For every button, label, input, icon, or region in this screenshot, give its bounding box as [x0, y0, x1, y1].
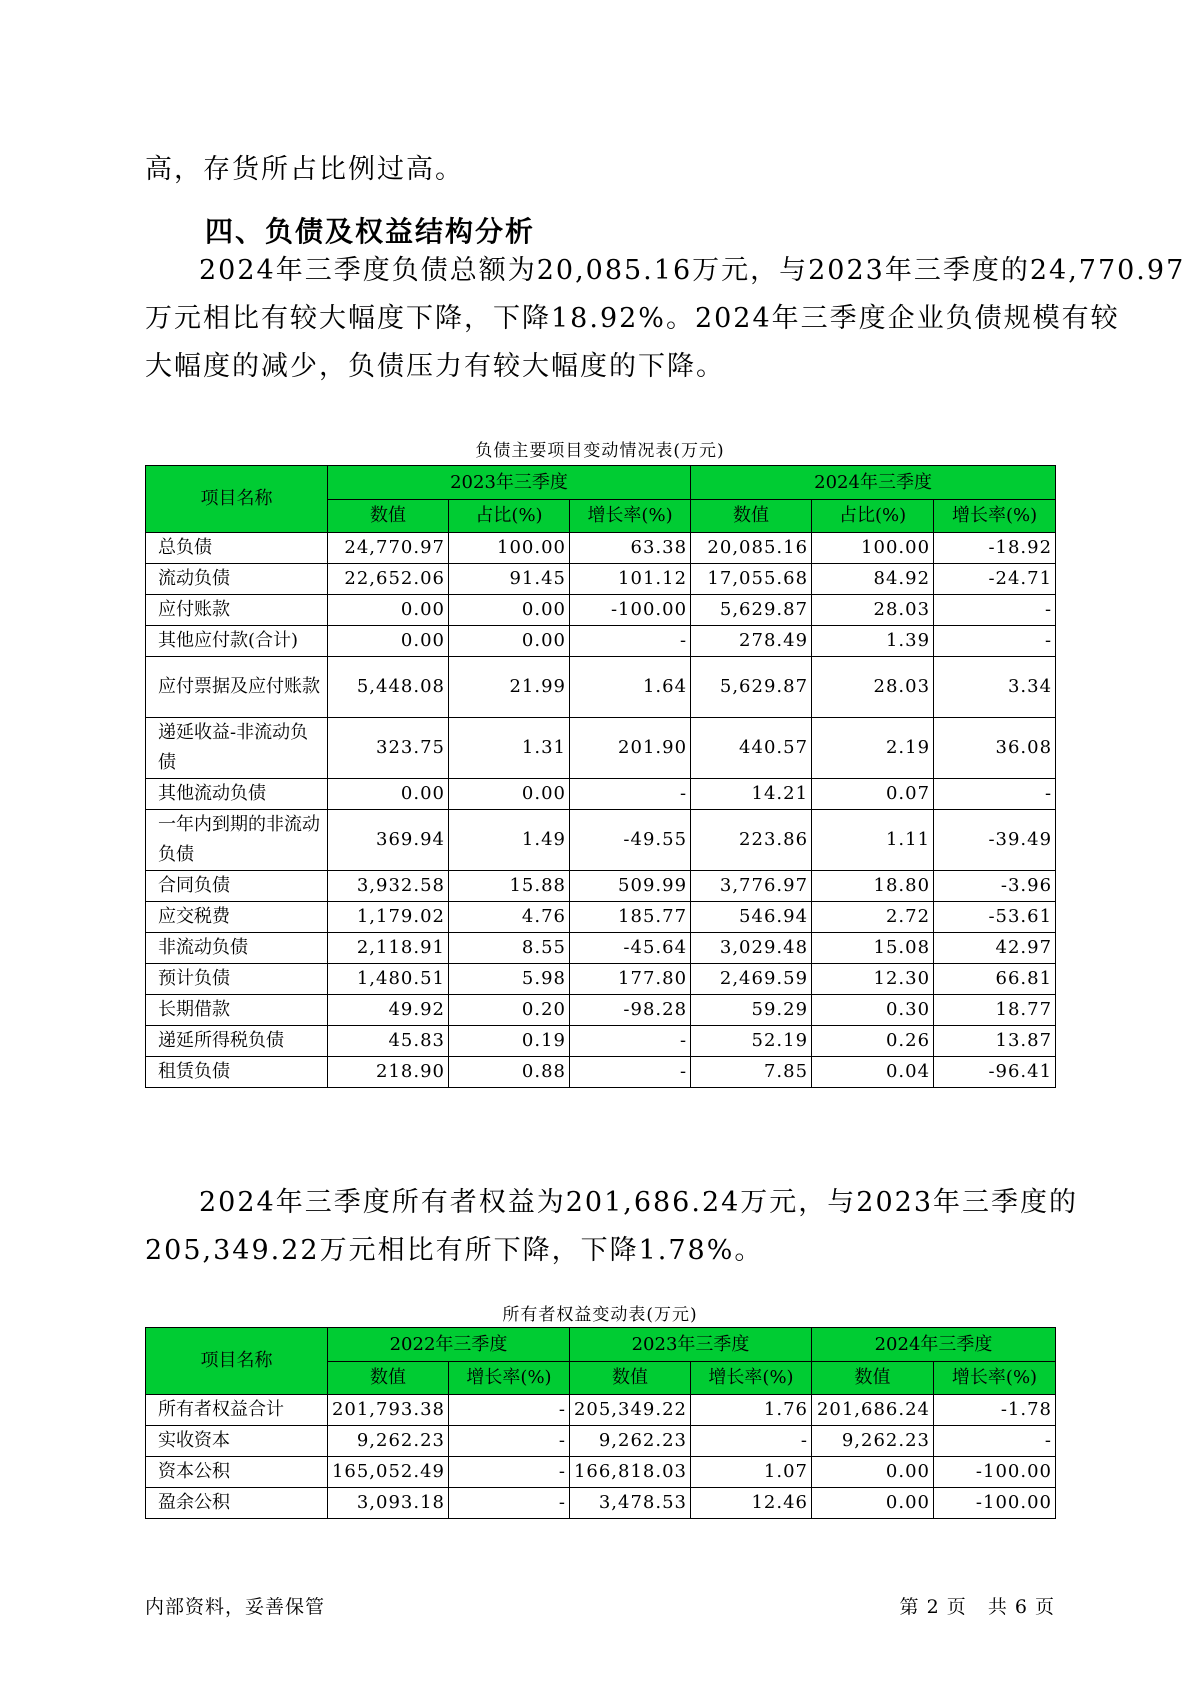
- paragraph-line: 万元相比有较大幅度下降，下降18.92%。2024年三季度企业负债规模有较: [145, 303, 1120, 334]
- paragraph-line: 2024年三季度负债总额为20,085.16万元，与2023年三季度的24,770.97: [199, 255, 1186, 286]
- period-header: 2024年三季度: [691, 466, 1056, 500]
- table-cell: 0.00: [328, 626, 449, 657]
- column-header: 数值: [328, 1362, 449, 1395]
- table-cell: 13.87: [934, 1026, 1056, 1057]
- table-row: [146, 626, 1056, 657]
- row-label: 合同负债: [146, 871, 328, 902]
- table-row: [146, 1395, 1056, 1426]
- table-cell: 205,349.22: [570, 1395, 691, 1426]
- table-cell: 0.00: [812, 1457, 934, 1488]
- table-cell: 0.00: [328, 595, 449, 626]
- table-cell: 165,052.49: [328, 1457, 449, 1488]
- table-cell: 177.80: [570, 964, 691, 995]
- table-cell: -: [934, 626, 1056, 657]
- table-cell: 17,055.68: [691, 564, 812, 595]
- table-cell: 223.86: [691, 810, 812, 871]
- table-cell: 66.81: [934, 964, 1056, 995]
- table-cell: 0.00: [328, 779, 449, 810]
- column-header: 增长率(%): [934, 500, 1056, 533]
- table-cell: -53.61: [934, 902, 1056, 933]
- table-cell: 185.77: [570, 902, 691, 933]
- table-cell: 42.97: [934, 933, 1056, 964]
- table-cell: -: [570, 1026, 691, 1057]
- footer-page-number: 第 2 页 共 6 页: [899, 1596, 1055, 1618]
- table-cell: 0.30: [812, 995, 934, 1026]
- equity-table: [145, 1327, 1056, 1519]
- column-header: 增长率(%): [570, 500, 691, 533]
- row-label: 流动负债: [146, 564, 328, 595]
- table-cell: 3,029.48: [691, 933, 812, 964]
- table-cell: 28.03: [812, 657, 934, 718]
- table-cell: -24.71: [934, 564, 1056, 595]
- table-cell: 1.76: [691, 1395, 812, 1426]
- paragraph-line: 205,349.22万元相比有所下降，下降1.78%。: [145, 1235, 764, 1266]
- table-cell: 166,818.03: [570, 1457, 691, 1488]
- table-cell: -: [570, 626, 691, 657]
- column-header: 增长率(%): [449, 1362, 570, 1395]
- row-label: 所有者权益合计: [146, 1395, 328, 1426]
- table-header-row: [146, 466, 1056, 500]
- table-cell: -18.92: [934, 533, 1056, 564]
- table-cell: 0.00: [449, 779, 570, 810]
- table-cell: 3,776.97: [691, 871, 812, 902]
- table-cell: 1.49: [449, 810, 570, 871]
- table-cell: 18.80: [812, 871, 934, 902]
- table-cell: 278.49: [691, 626, 812, 657]
- table-cell: 15.08: [812, 933, 934, 964]
- table-cell: 1.39: [812, 626, 934, 657]
- table-cell: 52.19: [691, 1026, 812, 1057]
- row-label: 预计负债: [146, 964, 328, 995]
- table-cell: 2.19: [812, 718, 934, 779]
- table-row: [146, 902, 1056, 933]
- table-row: [146, 933, 1056, 964]
- table-cell: 0.88: [449, 1057, 570, 1088]
- table-row: [146, 871, 1056, 902]
- table-row: [146, 657, 1056, 718]
- row-label: 一年内到期的非流动负债: [146, 810, 328, 871]
- row-label: 长期借款: [146, 995, 328, 1026]
- table-header-row: [146, 1328, 1056, 1362]
- table-cell: 0.19: [449, 1026, 570, 1057]
- table-cell: 3,478.53: [570, 1488, 691, 1519]
- table-cell: 201,793.38: [328, 1395, 449, 1426]
- column-header: 数值: [328, 500, 449, 533]
- table-cell: 0.26: [812, 1026, 934, 1057]
- table-cell: 1.64: [570, 657, 691, 718]
- paragraph-line: 大幅度的减少，负债压力有较大幅度的下降。: [145, 351, 725, 382]
- table-cell: -: [691, 1426, 812, 1457]
- row-label: 其他应付款(合计): [146, 626, 328, 657]
- table-cell: -: [449, 1426, 570, 1457]
- table-cell: 20,085.16: [691, 533, 812, 564]
- table-cell: -: [449, 1457, 570, 1488]
- table-cell: 509.99: [570, 871, 691, 902]
- table-cell: 59.29: [691, 995, 812, 1026]
- table-cell: 218.90: [328, 1057, 449, 1088]
- table-cell: 2,118.91: [328, 933, 449, 964]
- row-label: 应付账款: [146, 595, 328, 626]
- table-cell: 0.20: [449, 995, 570, 1026]
- table-cell: 5,629.87: [691, 595, 812, 626]
- table-cell: -49.55: [570, 810, 691, 871]
- table-row: [146, 1457, 1056, 1488]
- table-cell: -: [934, 595, 1056, 626]
- section-heading: 四、负债及权益结构分析: [205, 215, 536, 248]
- table-cell: 9,262.23: [328, 1426, 449, 1457]
- table-cell: 84.92: [812, 564, 934, 595]
- table-cell: 18.77: [934, 995, 1056, 1026]
- paragraph-line: 2024年三季度所有者权益为201,686.24万元，与2023年三季度的: [199, 1187, 1079, 1218]
- table-cell: 0.00: [812, 1488, 934, 1519]
- table-cell: -: [934, 1426, 1056, 1457]
- table-cell: 91.45: [449, 564, 570, 595]
- footer-confidential: 内部资料，妥善保管: [145, 1596, 326, 1618]
- table-cell: 4.76: [449, 902, 570, 933]
- table-cell: 1.07: [691, 1457, 812, 1488]
- table-cell: -96.41: [934, 1057, 1056, 1088]
- table-cell: 9,262.23: [812, 1426, 934, 1457]
- table-cell: 440.57: [691, 718, 812, 779]
- table-cell: 100.00: [449, 533, 570, 564]
- period-header: 2022年三季度: [328, 1328, 570, 1362]
- table-cell: -100.00: [570, 595, 691, 626]
- table-cell: 12.30: [812, 964, 934, 995]
- table-cell: -100.00: [934, 1457, 1056, 1488]
- table-row: [146, 995, 1056, 1026]
- table-cell: 0.04: [812, 1057, 934, 1088]
- column-header: 占比(%): [449, 500, 570, 533]
- column-header-item: 项目名称: [146, 1328, 328, 1395]
- table-row: [146, 718, 1056, 779]
- table-row: [146, 533, 1056, 564]
- table-cell: 24,770.97: [328, 533, 449, 564]
- liability-paragraph: [145, 247, 1186, 391]
- table-cell: 22,652.06: [328, 564, 449, 595]
- column-header: 数值: [570, 1362, 691, 1395]
- table-row: [146, 564, 1056, 595]
- table-row: [146, 964, 1056, 995]
- table-cell: 49.92: [328, 995, 449, 1026]
- row-label: 其他流动负债: [146, 779, 328, 810]
- table-cell: 0.07: [812, 779, 934, 810]
- row-label: 递延收益-非流动负债: [146, 718, 328, 779]
- row-label: 总负债: [146, 533, 328, 564]
- table-cell: 1.11: [812, 810, 934, 871]
- table-cell: 1,480.51: [328, 964, 449, 995]
- table-cell: 8.55: [449, 933, 570, 964]
- table-cell: -: [570, 779, 691, 810]
- table-cell: -3.96: [934, 871, 1056, 902]
- intro-text: [145, 146, 1065, 194]
- table-cell: -98.28: [570, 995, 691, 1026]
- row-label: 租赁负债: [146, 1057, 328, 1088]
- table-cell: -39.49: [934, 810, 1056, 871]
- intro-line: 高，存货所占比例过高。: [145, 154, 464, 185]
- table-cell: 3,932.58: [328, 871, 449, 902]
- table-cell: -: [934, 779, 1056, 810]
- table-cell: 0.00: [449, 626, 570, 657]
- column-header: 数值: [691, 500, 812, 533]
- row-label: 递延所得税负债: [146, 1026, 328, 1057]
- table-cell: 369.94: [328, 810, 449, 871]
- table-cell: 63.38: [570, 533, 691, 564]
- column-header: 数值: [812, 1362, 934, 1395]
- row-label: 盈余公积: [146, 1488, 328, 1519]
- liability-table: [145, 465, 1056, 1088]
- table-row: [146, 595, 1056, 626]
- period-header: 2023年三季度: [328, 466, 691, 500]
- table-cell: -45.64: [570, 933, 691, 964]
- table-cell: 1.31: [449, 718, 570, 779]
- table-cell: 9,262.23: [570, 1426, 691, 1457]
- table-row: [146, 1488, 1056, 1519]
- table-cell: -: [570, 1057, 691, 1088]
- table-cell: 5,629.87: [691, 657, 812, 718]
- table-cell: 28.03: [812, 595, 934, 626]
- row-label: 实收资本: [146, 1426, 328, 1457]
- table-row: [146, 1057, 1056, 1088]
- equity-table-caption: 所有者权益变动表(万元): [502, 1305, 698, 1325]
- table-cell: 45.83: [328, 1026, 449, 1057]
- table-cell: 3,093.18: [328, 1488, 449, 1519]
- table-cell: 0.00: [449, 595, 570, 626]
- table-cell: -: [449, 1395, 570, 1426]
- equity-paragraph: [145, 1179, 1079, 1275]
- table-cell: 36.08: [934, 718, 1056, 779]
- table-cell: 100.00: [812, 533, 934, 564]
- table-cell: 201,686.24: [812, 1395, 934, 1426]
- column-header: 占比(%): [812, 500, 934, 533]
- row-label: 应交税费: [146, 902, 328, 933]
- table-cell: 101.12: [570, 564, 691, 595]
- column-header: 增长率(%): [691, 1362, 812, 1395]
- column-header-item: 项目名称: [146, 466, 328, 533]
- table-cell: 15.88: [449, 871, 570, 902]
- row-label: 应付票据及应付账款: [146, 657, 328, 718]
- table-cell: 546.94: [691, 902, 812, 933]
- table-cell: 12.46: [691, 1488, 812, 1519]
- liability-table-caption: 负债主要项目变动情况表(万元): [475, 441, 725, 461]
- table-cell: 1,179.02: [328, 902, 449, 933]
- column-header: 增长率(%): [934, 1362, 1056, 1395]
- row-label: 非流动负债: [146, 933, 328, 964]
- table-cell: 2.72: [812, 902, 934, 933]
- table-cell: 2,469.59: [691, 964, 812, 995]
- row-label: 资本公积: [146, 1457, 328, 1488]
- table-cell: 5,448.08: [328, 657, 449, 718]
- period-header: 2024年三季度: [812, 1328, 1056, 1362]
- table-cell: 14.21: [691, 779, 812, 810]
- table-cell: 21.99: [449, 657, 570, 718]
- period-header: 2023年三季度: [570, 1328, 812, 1362]
- table-cell: 7.85: [691, 1057, 812, 1088]
- table-cell: 5.98: [449, 964, 570, 995]
- table-row: [146, 1426, 1056, 1457]
- table-cell: 201.90: [570, 718, 691, 779]
- table-cell: 323.75: [328, 718, 449, 779]
- table-cell: 3.34: [934, 657, 1056, 718]
- table-cell: -100.00: [934, 1488, 1056, 1519]
- table-row: [146, 779, 1056, 810]
- table-cell: -: [449, 1488, 570, 1519]
- table-row: [146, 810, 1056, 871]
- table-cell: -1.78: [934, 1395, 1056, 1426]
- table-row: [146, 1026, 1056, 1057]
